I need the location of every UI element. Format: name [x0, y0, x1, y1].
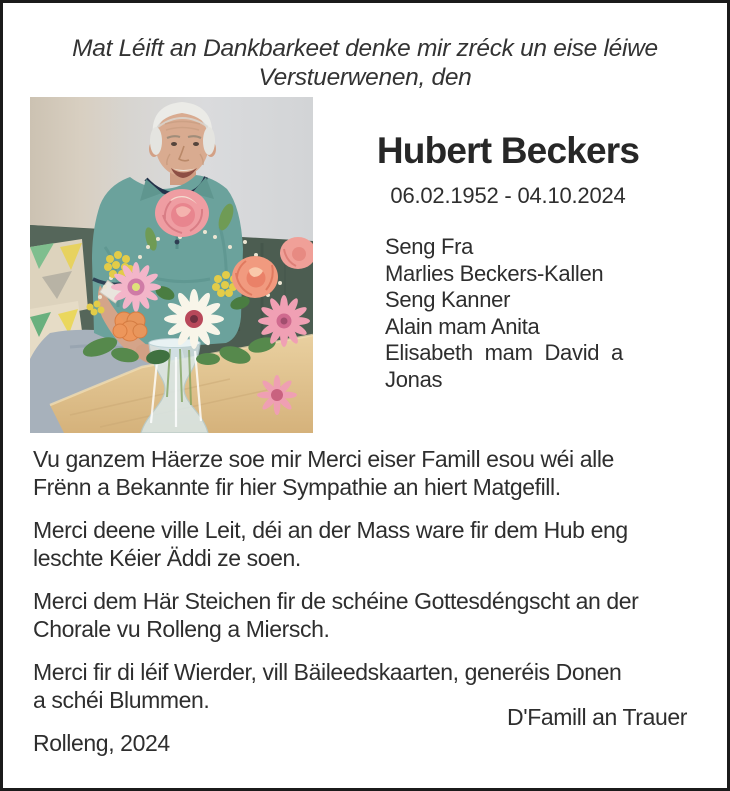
family-signature: D'Famill an Trauer [507, 704, 687, 730]
paragraph-3: Merci dem Här Steichen fir de schéine Gottesdéngscht an der Chorale vu Rolleng a Miersch. [33, 588, 639, 642]
family-list [385, 234, 623, 393]
thank-you-text [33, 446, 709, 730]
portrait-photo [30, 97, 313, 433]
rose-salmon [232, 256, 278, 298]
paragraph-4: Merci fir di léif Wierder, vill Bäileedskaarten, generéis Donen a schéi Blummen. [33, 659, 622, 713]
family-line-wife-name: Marlies Beckers-Kallen [385, 260, 604, 286]
paragraph-2: Merci deene ville Leit, déi an der Mass ware fir dem Hub eng leschte Kéier Äddi ze soen. [33, 517, 628, 571]
family-line-child-2: Elisabeth mam David a Jonas [385, 340, 623, 392]
memorial-intro-line1: Mat Léift an Dankbarkeet denke mir zréck un eise léiwe [72, 35, 658, 62]
rose-pink [155, 189, 209, 237]
paragraph-1: Vu ganzem Häerze soe mir Merci eiser Famill esou wéi alle Frënn a Bekannte fir hier Sympathie an hiert Matgefill. [33, 446, 614, 500]
memorial-intro-line2: Verstuerwenen, den [258, 64, 472, 91]
family-line-relation-children: Seng Kanner [385, 287, 511, 312]
place-and-year: Rolleng, 2024 [33, 730, 170, 756]
gerbera-pink-small [257, 375, 297, 415]
carnation-orange [113, 312, 147, 341]
family-line-relation-wife: Seng Fra [385, 234, 474, 259]
memorial-intro [3, 34, 727, 92]
deceased-name: Hubert Beckers [376, 130, 640, 171]
family-line-child-1: Alain mam Anita [385, 313, 540, 339]
life-dates: 06.02.1952 - 04.10.2024 [390, 183, 626, 208]
